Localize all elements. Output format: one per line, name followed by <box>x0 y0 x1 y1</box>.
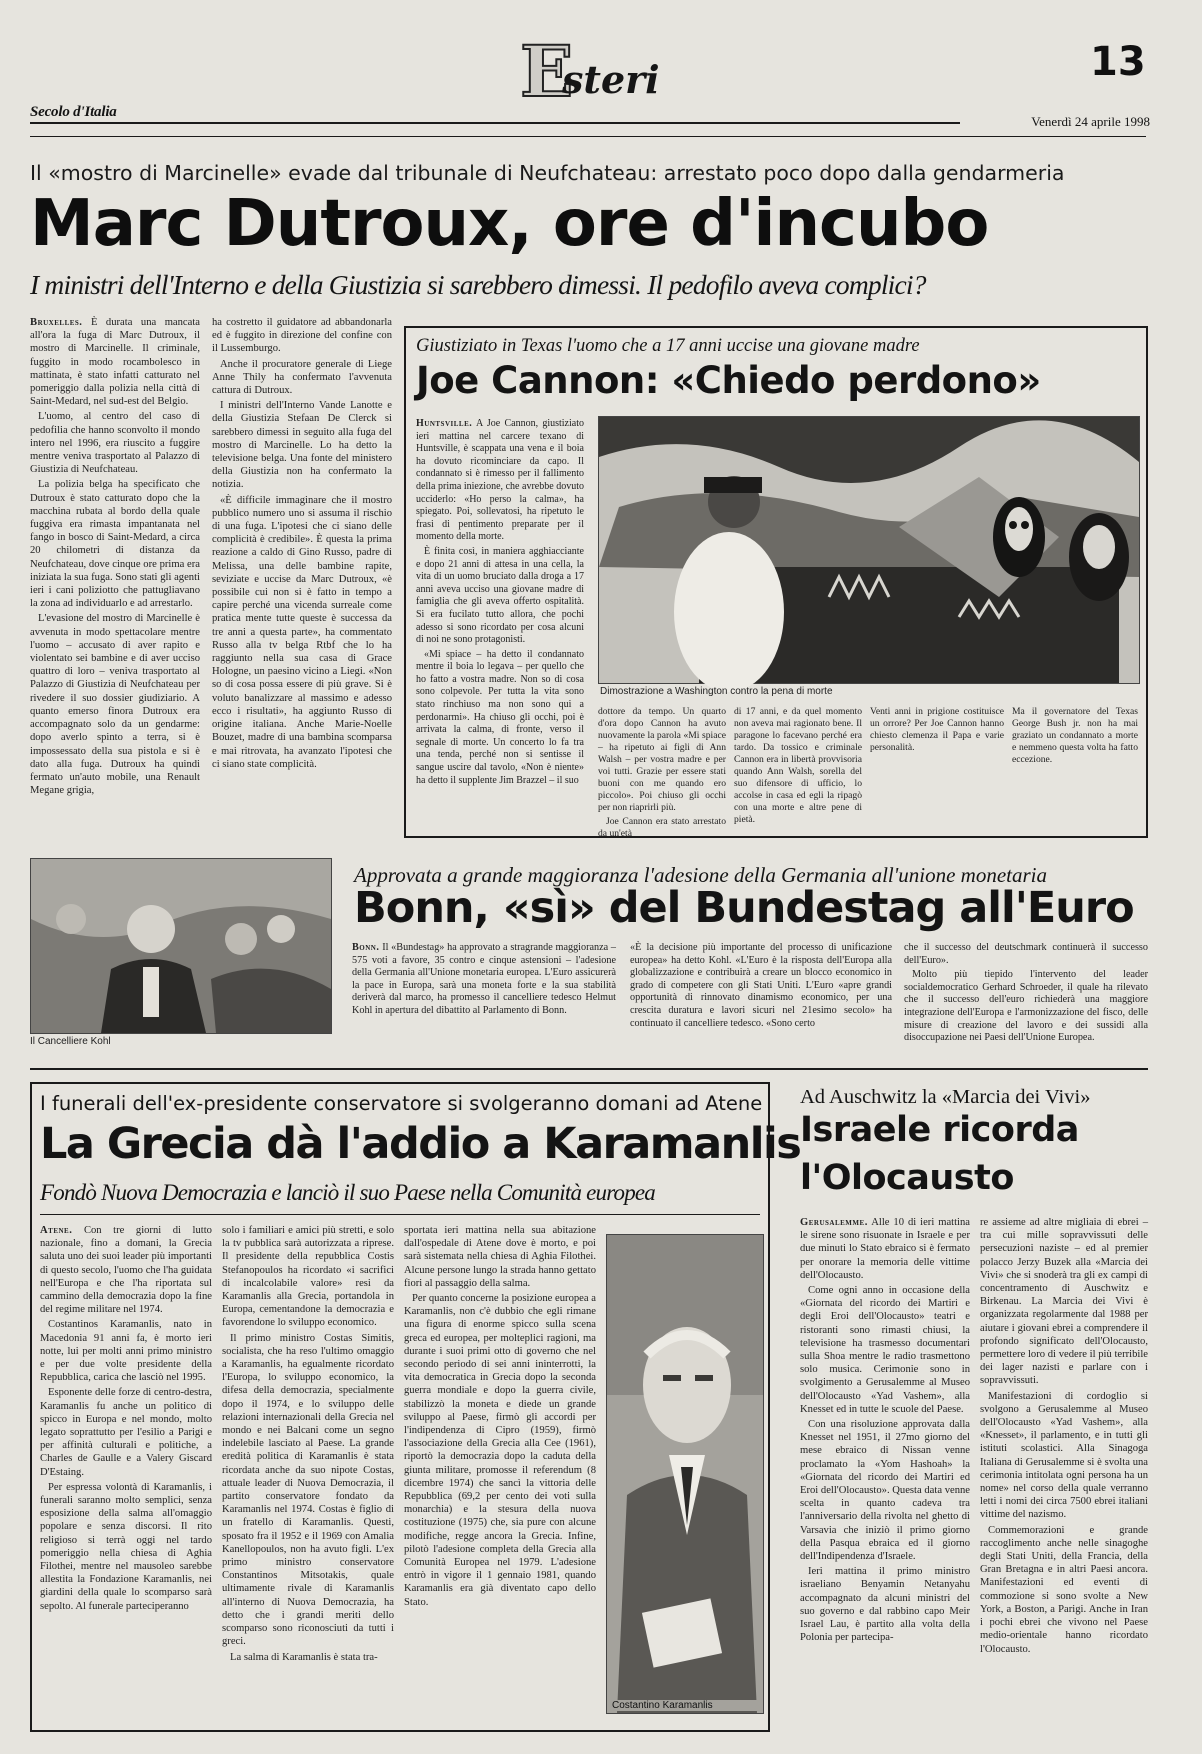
page-number: 13 <box>1090 39 1146 85</box>
cannon-column-3: di 17 anni, e da quel momento non aveva mai ragionato bene. Il paragone lo facevano perché era tardo. Da tossico e criminale Cannon era in libertà provvisoria quando Ann Walsh, sorella del suo difensore di ufficio, lo accolse in casa ed egli la ripagò con una morte e altre pene di pietà. <box>734 706 862 825</box>
cannon-column-2: dottore da tempo. Un quarto d'ora dopo Cannon ha avuto nuovamente la parola «Mi spiace – ha ripetuto ai figli di Ann Walsh – per vostra madre e per voi tutti. Grazie per essere stati buoni con me quando ero piccolo». Poi chiuso gli occhi per non riaprirli più. Joe Cannon era stato arrestato da un'età <box>598 706 726 839</box>
cannon-headline: Joe Cannon: «Chiedo perdono» <box>416 359 1041 402</box>
grecia-kicker: I funerali dell'ex-presidente conservatore si svolgeranno domani ad Atene <box>40 1092 763 1115</box>
grecia-subhead: Fondò Nuova Democrazia e lanciò il suo Paese nella Comunità europea <box>40 1180 656 1205</box>
section-rule <box>30 1068 1148 1070</box>
bonn-column-1: Bonn. Il «Bundestag» ha approvato a stragrande maggioranza – 575 voti a favore, 35 contro e cinque astensioni – l'adesione della Germania all'Unione monetaria europea. L'Euro assicurerà la pace in Europa, sarà una moneta forte e la sua stabilità deriverà dal marco, ha promesso il cancelliere tedesco Helmut Kohl in apertura del dibattito al Parlamento di Bonn. <box>352 942 617 1016</box>
grecia-subhead-rule <box>40 1214 760 1215</box>
section-title <box>520 30 720 113</box>
kohl-photo-caption: Il Cancelliere Kohl <box>30 1036 111 1047</box>
kohl-photo <box>30 858 332 1034</box>
lead-column-1: Bruxelles. È durata una mancata all'ora la fuga di Marc Dutroux, il mostro di Marcinelle. Il criminale, fuggito in modo rocambolesco in mattinata, è stato infatti catturato nel pomeriggio dalla polizia nella città di Saint-Medard, nel sud-est del Belgio. L'uomo, al centro del caso di pedofilia che hanno sconvolto il mondo intero nel 1996, era riuscito a fuggire mentre veniva trasportato al Palazzo di Giustizia di Neufchateau. La polizia belga ha specificato che Dutroux è stato catturato dopo che la macchina rubata al bordo della quale fuggiva era rimasta impantanata nel fango in bosco di Saint-Medard, a circa 20 chilometri di distanza da Neufchateau, dove cinque ore prima era iniziata la sua fuga. Sono stati gli agenti ieri i cani poliziotto che pattugliavano la zona ad individuarlo e ad arrestarlo. L'evasione del mostro di Marcinelle è avvenuta in modo spettacolare mentre l'uomo – accusato di aver rapito e violentato sei bambine e di aver ucciso quattro di loro – veniva trasportato al Palazzo di Giustizia di Neufchateau per rivedere il suo dossier giudiziario. A quanto emerso finora Dutroux era accompagnato solo da un gendarme: dopo averlo spinto a terra, si è impossessato della sua pistola e si è dato alla fuga. Dutroux ha quindi fermato un'auto mobile, una Renault Megane grigia, <box>30 317 200 797</box>
paper-name: Secolo d'Italia <box>30 104 117 120</box>
bonn-headline: Bonn, «sì» del Bundestag all'Euro <box>354 883 1134 933</box>
section-name: steri <box>562 57 660 102</box>
bonn-dateline: Bonn. <box>352 942 380 953</box>
lead-column-2: ha costretto il guidatore ad abbandonarla ed è fuggito in direzione del confine con il Lussemburgo. Anche il procuratore generale di Liege Anne Thily ha confermato l'avvenuta cattura di Dutroux. I ministri dell'Interno Vande Lanotte e della Giustizia Stefaan De Clerck si sarebbero dimessi in seguito alla fuga del mostro di Marcinelle. Lo ha detto la televisione belga. Una fonte del ministero della Giustizia non ha confermato la notizia. «È difficile immaginare che il mostro pubblico numero uno si assuma il rischio di una fuga. L'ipotesi che ci siano delle complicità è credibile». È questa la prima reazione a caldo di Gino Russo, padre di Melissa, una delle bambine rapite, seviziate e uccise da Marc Dutroux, «è possibile cui non si è fatto in tempo a capire perché una vicenda surreale come pratica mente tutte queste è successa da tre anni a questa parte», ha commentato Russo alla tv belga Rtbf che lo ha raggiunto nella sua casa di Grace Hologne, un paesino vicino a Liegi. «Non so di cosa possa essere di più grave. Si è voluto banalizzare al massimo e adesso ecco i risultati», ha aggiunto Russo di origine italiana. Anche Marie-Noelle Bouzet, madre di una bambina scomparsa e mai ritrovata, ha avanzato l'ipotesi che ci siano state complicità. <box>212 317 392 770</box>
lead-subhead: I ministri dell'Interno e della Giustizia si sarebbero dimessi. Il pedofilo aveva complici? <box>30 269 926 300</box>
lead-headline: Marc Dutroux, ore d'incubo <box>30 187 989 261</box>
israele-kicker: Ad Auschwitz la «Marcia dei Vivi» <box>800 1086 1091 1108</box>
lead-dateline: Bruxelles. <box>30 317 83 328</box>
bonn-column-2: «È la decisione più importante del processo di unificazione europea» ha detto Kohl. «L'Euro è la risposta dell'Europa alla globalizzazione e contribuirà a creare un blocco economico in grado di competere con gli Stati Uniti. L'Euro «apre grandi opportunità di rinnovato dinamismo economico, per una crescita duratura e lavori sicuri nel 21esimo secolo» ha continuato il cancelliere tedesco. «Sono certo <box>630 942 892 1029</box>
bonn-kicker: Approvata a grande maggioranza l'adesione della Germania all'unione monetaria <box>354 863 1047 887</box>
israele-column-1: Gerusalemme. Alle 10 di ieri mattina le sirene sono risuonate in Israele e per due minuti lo Stato ebraico si è fermato per onorare la memoria delle vittime dell'Olocausto. Come ogni anno in occasione della «Giornata del ricordo dei Martiri e degli Eroi dell'Olocausto» teatri e ristoranti sono rimasti chiusi, la televisione ha trasmesso documentari sulla Shoa mentre le radio trasmettono solo musica. Cerimonie sono in svolgimento a Gerusalemme al Museo dell'Olocausto «Yad Vashem», alla Knesset ed in tutte le scuole del Paese. Con una risoluzione approvata dalla Knesset nel 1951, il 27mo giorno del mese ebraico di Nissan venne proclamato la «Yom Hashoah» la «Giornata del ricordo dei Martiri ed Eroi dell'Olocausto». Questa data venne scelta in quanto cadeva tra l'anniversario della rivolta nel ghetto di Varsavia che iniziò il primo giorno della Pasqua ebraica ed il giorno dell'Indipendenza d'Israele. Ieri mattina il primo ministro israeliano Benyamin Netanyahu accompagnato da alcuni ministri del suo governo e dal rabbino capo Meir Israel Lau, è partito alla volta della Polonia per partecipa- <box>800 1217 970 1644</box>
grecia-dateline: Atene. <box>40 1225 73 1236</box>
israele-dateline: Gerusalemme. <box>800 1217 868 1228</box>
grecia-column-1: Atene. Con tre giorni di lutto nazionale, fino a domani, la Grecia saluta uno dei suoi leader più importanti di questo secolo, l'uomo che l'ha guidata nell'Europa e che l'ha riportata sul cammino della democrazia dopo la fine del regime militare nel 1974. Costantinos Karamanlis, nato in Macedonia 91 anni fa, è morto ieri notte, lui per molti anni primo ministro e per due volte presidente della Repubblica, carica che lasciò nel 1995. Esponente delle forze di centro-destra, Karamanlis fu anche un politico di spicco in Europa e nel mondo, molto legato soprattutto per l'esilio a Parigi e per affinità culturali e politiche, a Charles de Gaulle e a Valery Giscard D'Estaing. Per espressa volontà di Karamanlis, i funerali saranno molto semplici, senza esposizione della salma all'omaggio popolare e senza discorsi. Il rito religioso si terrà oggi nel tardo pomeriggio nella chiesa di Aghia Filothei, mentre nel mausoleo sarebbe allestita la Fondazione Karamanlis, nei giardini della quale lo scomparso sarà sepolto. Al funerale parteciperanno <box>40 1225 212 1612</box>
section-initial: E <box>520 30 574 113</box>
cannon-column-5: Ma il governatore del Texas George Bush jr. non ha mai graziato un condannato a morte e nemmeno questa volta ha fatto eccezione. <box>1012 706 1138 765</box>
kohl-photo-svg <box>31 859 331 1033</box>
israele-headline-line-2: l'Olocausto <box>800 1158 1014 1198</box>
grecia-column-3: sportata ieri mattina nella sua abitazione dall'ospedale di Atene dove è morto, e poi sarà sistemata nella chiesa di Aghia Filothei. Alcune persone lungo la strada hanno gettato fiori al passaggio della salma. Per quanto concerne la posizione europea a Karamanlis, non c'è dubbio che egli rimane una figura di enorme spicco sulla scena greca ed europea, per molteplici ragioni, ma durante i suoi primi otto di governo che nel secondo periodo di sei anni ininterrotti, la vita democratica in Grecia dopo la seconda guerra mondiale e dopo la guerra civile, stabilizzò la moneta e diede un grande sviluppo al Paese, firmò gli accordi per l'indipendenza di Cipro (1959), firmò l'associazione della Grecia alla Cee (1961), riportò la democrazia dopo la caduta della giunta militare, promosse il referendum (8 dicembre 1974) che sancì la vittoria delle Repubblica (69,2 per cento dei voti sulla monarchia) e la stesura della nuova costituzione (1975) che, sia pure con alcune modifiche, regge ancora la Grecia. Infine, pilotò l'adesione completa della Grecia alla Comunità Europea nel 1979. L'adesione entrò in vigore il 1 gennaio 1981, quando Karamanlis era già diventato capo dello Stato. <box>404 1225 596 1608</box>
israele-headline-line-1: Israele ricorda <box>800 1110 1079 1150</box>
karamanlis-photo-svg <box>607 1235 763 1713</box>
bonn-column-3: che il successo del deutschmark continuerà il successo dell'Euro». Molto più tiepido l'intervento del leader socialdemocratico Gerhard Schroeder, il quale ha rilevato che il successo dell'euro richiederà una maggiore integrazione dell'Europa e l'armonizzazione del fisco, delle misure di creazione del lavoro e dei sussidi alla disoccupazione nei Paesi dell'Unione Europea. <box>904 942 1148 1044</box>
protest-photo-svg <box>599 417 1139 683</box>
grecia-column-2: solo i familiari e amici più stretti, e solo la tv pubblica sarà autorizzata a riprese. Il presidente della repubblica Costis Stefanopoulos ha ricordato «i sacrifici di incalcolabile valore» resi da Karamanlis alla Grecia, portandola in Europa, cementandone la democrazia e favorendone lo sviluppo economico. Il primo ministro Costas Simitis, socialista, che ha reso l'ultimo omaggio a Karamanlis, ha egualmente ricordato l'Europa, lo sviluppo economico, la difesa della democrazia, specialmente dopo il 1974, e lo sviluppo delle relazioni internazionali della Grecia nel mondo e nei Balcani come un segno indelebile lasciato al Paese. La grande eredità politica di Karamanlis è stata ricordata anche da suo nipote Costas, attuale leader di Nuova Democrazia, il partito conservatore fondato da Karamanlis nel 1974. Costas è figlio di un fratello di Karamanlis. Questi, sposato fra il 1952 e il 1969 con Amalia Kanellopoulos, non ha avuto figli. L'ex primo ministro conservatore Constantinos Mitsotakis, quale ultimamente rivale di Karamanlis all'interno di Nuova Democrazia, ha detto che i grandi meriti dello scomparso sono riconosciuti da tutti i greci. La salma di Karamanlis è stata tra- <box>222 1225 394 1663</box>
cannon-photo-caption: Dimostrazione a Washington contro la pena di morte <box>600 686 833 697</box>
karamanlis-photo <box>606 1234 764 1714</box>
masthead-rule-2 <box>30 136 1146 137</box>
issue-date: Venerdì 24 aprile 1998 <box>960 114 1150 130</box>
grecia-headline: La Grecia dà l'addio a Karamanlis <box>40 1119 801 1169</box>
israele-column-2: re assieme ad altre migliaia di ebrei – tra cui mille sopravvissuti delle persecuzioni naziste – ed al premier polacco Jerzy Buzek alla «Marcia dei Vivi» che si snoderà tra gli ex campi di concentramento di Auschwitz e Birkenau. La Marcia dei Vivi è organizzata regolarmente dal 1988 per aiutare i giovani ebrei a comprendere il profondo significato dell'Olocausto, permettere loro di vedere il più terribile dei lager nazisti e parlare con i sopravvissuti. Manifestazioni di cordoglio si svolgono a Gerusalemme al Museo dell'Olocausto «Yad Vashem», alla «Knesset», il parlamento, e in tutti gli istituti scolastici. Alla Sinagoga Italiana di Gerusalemme si è svolta una cerimonia intitolata ogni persona ha un nome» nel corso della quale verranno letti i nomi dei circa 7500 ebrei italiani vittime del nazismo. Commemorazioni e grande raccoglimento anche nelle sinagoghe degli Stati Uniti, della Francia, della Gran Bretagna e in altri Paesi ancora. Manifestazioni ed eventi di commozione si sono svolte a New York, a Boston, a Parigi. Anche in Iran i pochi ebrei che vivono nel Paese medio-orientale hanno ricordato l'Olocausto. <box>980 1217 1148 1655</box>
cannon-kicker: Giustiziato in Texas l'uomo che a 17 anni uccise una giovane madre <box>416 336 920 356</box>
karamanlis-photo-caption: Costantino Karamanlis <box>612 1700 762 1711</box>
cannon-photo <box>598 416 1140 684</box>
cannon-dateline: Huntsville. <box>416 418 473 429</box>
cannon-column-4: Venti anni in prigione costituisce un orrore? Per Joe Cannon hanno chiesto clemenza il Papa e varie personalità. <box>870 706 1004 753</box>
cannon-column-1: Huntsville. A Joe Cannon, giustiziato ieri mattina nel carcere texano di Huntsville, è scappata una vena e il boia ha dovuto ricominciare da capo. Il condannato si è rimesso per il fallimento della prima iniezione, che avrebbe dovuto ucciderlo: «Ho perso la calma», ha spiegato. Poi, sollevatosi, ha ripetuto le frasi di pentimento preparate per il momento della morte. È finita così, in maniera agghiacciante e dopo 21 anni di attesa in una cella, la vita di un uomo bruciato dalla droga a 17 anni aveva ucciso una giovane madre di famiglia che gli aveva offerto ospitalità. Si era fucilato tutto allora, che pochi adesso si sono ricordato per cosa alcuni di noi ne sono protagonisti. «Mi spiace – ha detto il condannato mentre il boia lo legava – per quello che ho fatto a vostra madre. Non so di cosa sono colpevole. Per tutta la vita sono stato rinchiuso ma non sono qui a perdonarmi». Ha chiuso gli occhi, poi è arrivata la calma, di fronte, verso il segnale di morte. Un concerto lo fa tra una tenda, perché non si sentisse il sangue uscire dal tavolo, «Non è niente» ha detto il supplente Jim Brazzel – il suo <box>416 418 584 786</box>
lead-kicker: Il «mostro di Marcinelle» evade dal tribunale di Neufchateau: arrestato poco dopo dalla gendarmeria <box>30 161 1065 185</box>
